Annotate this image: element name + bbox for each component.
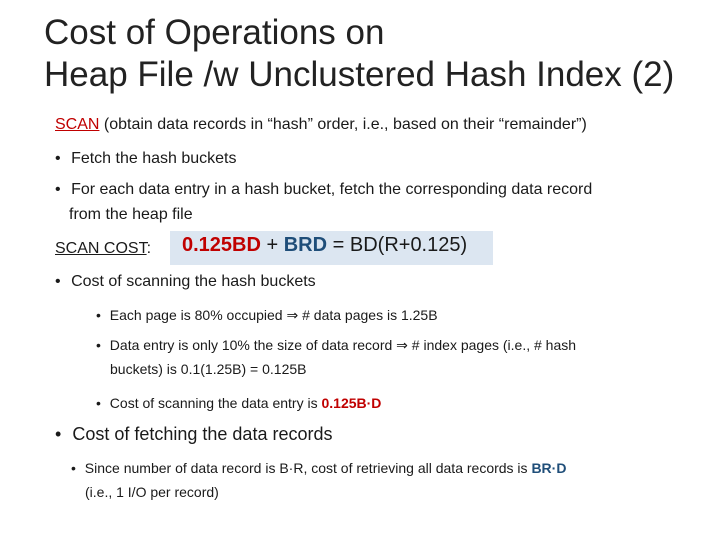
title-line-2: Heap File /w Unclustered Hash Index (2) [44,55,675,94]
highlight-value: 0.125B·D [321,395,382,411]
formula-term-2: BRD [283,234,328,256]
formula-term-1: 0.125BD [182,234,261,256]
sub-bullet-text: Data entry is only 10% the size of data record [109,337,397,353]
bullet-item [55,181,592,199]
sub-bullet-text: Cost of scanning the data entry is [109,395,322,411]
bullet-marker: • [96,395,101,411]
formula-plus: + [260,234,284,256]
title-line-1: Cost of Operations on [44,13,385,52]
bullet-item [55,424,332,445]
scan-cost-formula [182,234,467,257]
scan-description: (obtain data records in “hash” order, i.e., based on their “remainder”) [99,116,587,133]
bullet-text: For each data entry in a hash bucket, fetch the corresponding data record [71,181,593,198]
bullet-text: Cost of scanning the hash buckets [71,273,316,290]
sub-bullet-continuation: buckets) is 0.1(1.25B) = 0.125B [110,361,307,377]
bullet-marker: • [55,273,61,290]
sub-bullet-item [96,337,576,354]
sub-bullet-item [96,307,438,324]
scan-cost-colon: : [146,240,152,257]
sub-bullet-text: Since number of data record is B·R, cost of retrieving all data records is [84,460,532,476]
formula-rest: = BD(R+0.125) [327,234,468,256]
scan-label: SCAN [55,116,100,133]
scan-cost-label: SCAN COST [55,240,147,257]
sub-bullet-item [96,395,381,411]
highlight-value: BR·D [531,460,567,476]
page-title [44,12,704,96]
bullet-marker: • [96,337,101,353]
sub-bullet-text-rest: # data pages is 1.25B [298,307,438,323]
bullet-item [55,273,316,291]
bullet-marker: • [71,460,76,476]
scan-line [55,116,587,134]
bullet-text: Fetch the hash buckets [71,150,237,167]
bullet-continuation: from the heap file [69,206,193,223]
bullet-marker: • [96,307,101,323]
bullet-item [55,150,237,168]
bullet-text: Cost of fetching the data records [72,424,333,444]
sub-bullet-continuation: (i.e., 1 I/O per record) [85,484,219,500]
sub-bullet-text-rest: # index pages (i.e., # hash [407,337,577,353]
sub-bullet-item [71,460,566,476]
scan-cost-line [55,240,151,258]
bullet-marker: • [55,150,61,167]
implies-arrow: ⇒ [286,307,299,323]
bullet-marker: • [55,181,61,198]
sub-bullet-text: Each page is 80% occupied [109,307,287,323]
implies-arrow: ⇒ [396,337,408,353]
bullet-marker: • [55,424,62,444]
